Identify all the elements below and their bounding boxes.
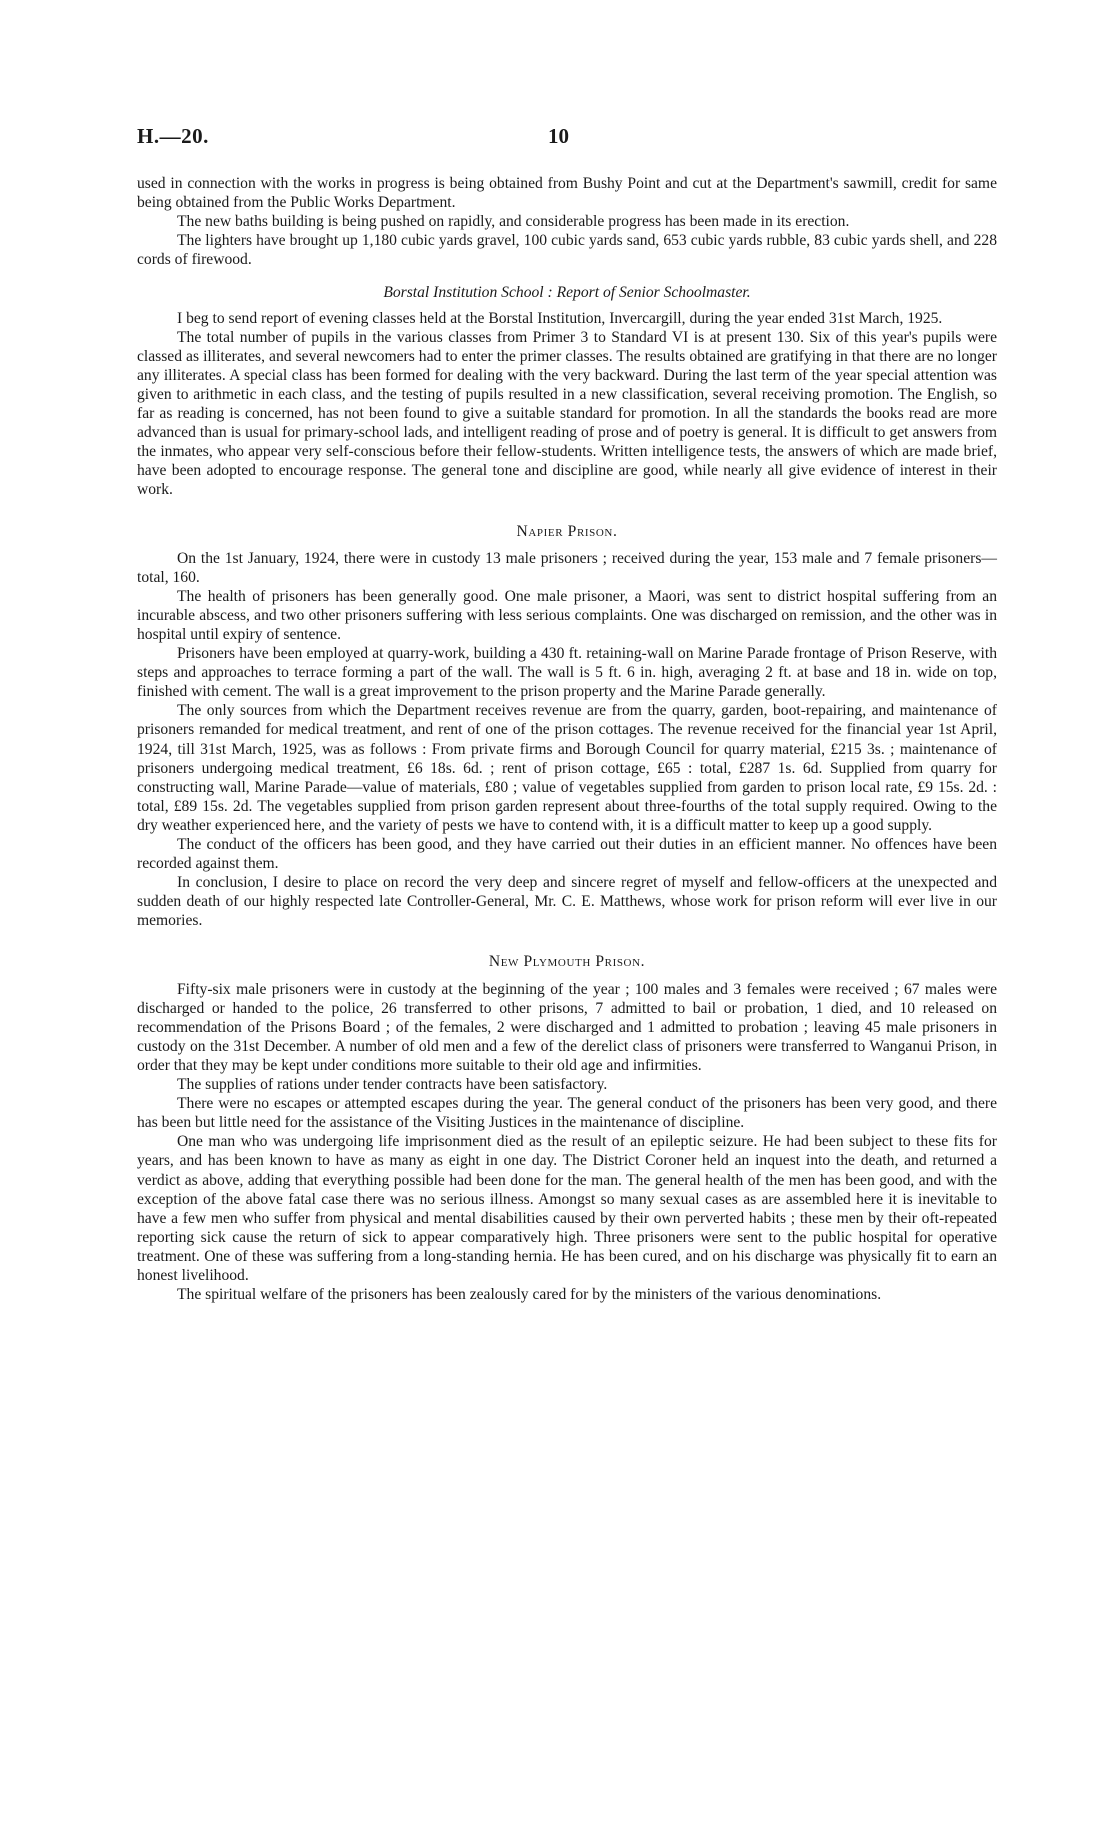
napier-paragraph-1: On the 1st January, 1924, there were in custody 13 male prisoners ; received during the year, 153 male and 7 female prisoners—total, 160. <box>137 549 997 586</box>
napier-paragraph-6: In conclusion, I desire to place on record the very deep and sincere regret of myself and fellow-officers at the unexpected and sudden death of our highly respected late Controller-General, Mr. C. E. Matthews, whose work for prison reform will ever live in our memories. <box>137 874 997 930</box>
napier-paragraph-5: The conduct of the officers has been good, and they have carried out their duties in an efficient manner. No offences have been recorded against them. <box>137 836 997 873</box>
intro-paragraph-3: The lighters have brought up 1,180 cubic yards gravel, 100 cubic yards sand, 653 cubic yards rubble, 83 cubic yards shell, and 228 cords of firewood. <box>137 232 997 269</box>
borstal-paragraph-1: I beg to send report of evening classes held at the Borstal Institution, Invercargill, during the year ended 31st March, 1925. <box>177 309 943 327</box>
new-plymouth-paragraph-2: The supplies of rations under tender contracts have been satisfactory. <box>177 1076 608 1094</box>
new-plymouth-section-heading: New Plymouth Prison. <box>488 953 646 971</box>
new-plymouth-paragraph-4: One man who was undergoing life imprisonment died as the result of an epileptic seizure. He had been subject to these fits for years, and has been known to have as many as eight in one day. The District Coroner held an inquest into the death, and returned a verdict as above, adding that everything possible had been done for the man. The general health of the men has been good, and with the exception of the above fatal case there was no serious illness. Amongst so many sexual cases as are assembled here it is inevitable to have a few men who suffer from physical and mental disabilities caused by their own perverted habits ; these men by their oft-repeated reporting sick cause the return of sick to appear comparatively high. Three prisoners were sent to the public hospital for operative treatment. One of these was suffering from a long-standing hernia. He has been cured, and on his discharge was physically fit to earn an honest livelihood. <box>137 1133 997 1284</box>
new-plymouth-paragraph-5: The spiritual welfare of the prisoners has been zealously cared for by the ministers of the various denominations. <box>177 1286 882 1304</box>
intro-paragraph-1: used in connection with the works in progress is being obtained from Bushy Point and cut at the Department's sawmill, credit for same being obtained from the Public Works Department. <box>137 175 997 212</box>
borstal-paragraph-2: The total number of pupils in the various classes from Primer 3 to Standard VI is at present 130. Six of this year's pupils were classed as illiterates, and several newcomers had to enter the primer classes. The results obtained are gratifying in that there are no longer any illiterates. A special class has been formed for dealing with the very backward. During the last term of the year special attention was given to arithmetic in each class, and the testing of pupils resulted in a new classification, several receiving promotion. The English, so far as reading is concerned, has not been found to give a suitable standard for promotion. In all the standards the books read are more advanced than is usual for primary-school lads, and intelligent reading of prose and of poetry is general. It is difficult to get answers from the inmates, who appear very self-conscious before their fellow-students. Written intelligence tests, the answers of which are made brief, have been adopted to encourage response. The general tone and discipline are good, while nearly all give evidence of interest in their work. <box>137 328 997 499</box>
document-body <box>137 174 997 1304</box>
napier-paragraph-2: The health of prisoners has been generally good. One male prisoner, a Maori, was sent to district hospital suffering from an incurable abscess, and two other prisoners suffering with less serious complaints. One was discharged on remission, and the other was in hospital until expiry of sentence. <box>137 587 997 643</box>
intro-paragraph-2: The new baths building is being pushed on rapidly, and considerable progress has been made in its erection. <box>177 213 850 231</box>
borstal-section-heading: Borstal Institution School : Report of Senior Schoolmaster. <box>383 284 751 302</box>
new-plymouth-paragraph-1: Fifty-six male prisoners were in custody at the beginning of the year ; 100 males and 3 females were received ; 67 males were discharged or handed to the police, 26 transferred to other prisons, 7 admitted to bail or probation, 1 died, and 10 released on recommendation of the Prisons Board ; of the females, 2 were discharged and 1 admitted to probation ; leaving 45 male prisoners in custody on the 31st December. A number of old men and a few of the derelict class of prisoners were transferred to Wanganui Prison, in order that they may be kept under conditions more suitable to their old age and infirmities. <box>137 980 997 1074</box>
report-reference: H.—20. <box>137 124 209 148</box>
new-plymouth-paragraph-3: There were no escapes or attempted escapes during the year. The general conduct of the prisoners has been very good, and there has been but little need for the assistance of the Visiting Justices in the maintenance of discipline. <box>137 1095 997 1132</box>
napier-paragraph-4: The only sources from which the Department receives revenue are from the quarry, garden, boot-repairing, and maintenance of prisoners remanded for medical treatment, and rent of one of the prison cottages. The revenue received for the financial year 1st April, 1924, till 31st March, 1925, was as follows : From private firms and Borough Council for quarry material, £215 3s. ; maintenance of prisoners undergoing medical treatment, £6 18s. 6d. ; rent of prison cottage, £65 : total, £287 1s. 6d. Supplied from quarry for constructing wall, Marine Parade—value of materials, £80 ; value of vegetables supplied from garden to prison local rate, £9 15s. 2d. : total, £89 15s. 2d. The vegetables supplied from prison garden represent about three-fourths of the total supply required. Owing to the dry weather experienced here, and the variety of pests we have to contend with, it is a difficult matter to keep up a good supply. <box>137 702 997 834</box>
napier-section-heading: Napier Prison. <box>516 522 618 540</box>
napier-paragraph-3: Prisoners have been employed at quarry-work, building a 430 ft. retaining-wall on Marine Parade frontage of Prison Reserve, with steps and approaches to terrace forming a part of the wall. The wall is 5 ft. 6 in. high, averaging 2 ft. at base and 18 in. wide on top, finished with cement. The wall is a great improvement to the prison property and the Marine Parade generally. <box>137 645 997 701</box>
page-number: 10 <box>548 124 569 148</box>
